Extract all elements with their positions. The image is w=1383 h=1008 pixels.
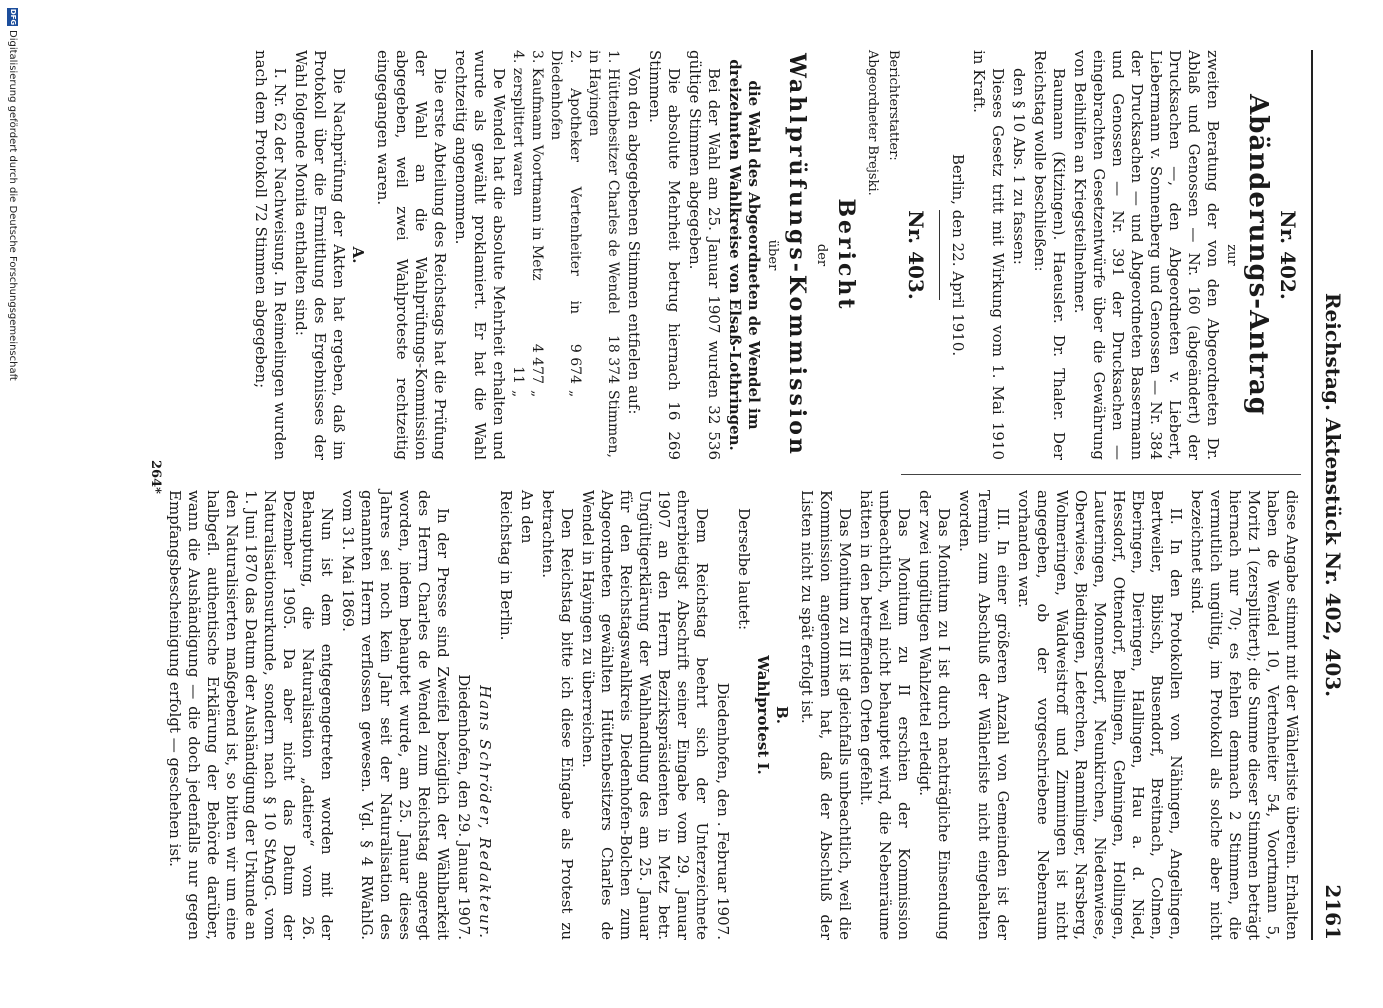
protest-signature: Hans Schröder, Redakteur. <box>476 685 494 940</box>
cont-para-1: diese Angabe stimmt mit der Wählerliste überein. Erhalten haben de Wendel 10, Vertenheiter 54, Voortmann 5, Moritz 1 (zersplittert); die Summe dieser Stimmen beträgt hiernach nur 70; es fehlen demnach 2 Stimmen, die vermutlich ungültig, im Protokoll als solche aber nicht bezeichnet sind. <box>1188 490 1301 940</box>
report-para-5: Die erste Abteilung des Reichstags hat die Prüfung der Wahl an die Wahlprüfungs-Kommission abgegeben, weil zwei Wahlproteste rechtzeitig eingegangen waren. <box>374 50 449 460</box>
cont-para-2: II. In den Protokollen von Nähingen, Angelingen, Bertweiler, Bibisch, Busendorf, Breitnach, Colmen, Eberingen, Dieringen, Hallingen, Hau a. d. Nied, Hessdorf, Ottendorf, Bellingen, Gelmingen, Hollingen, Lauteringen, Monnersdorf, Neunkirchen, Niedenwiese, Oberwiese, Biedingen, Leterchen, Rammlinger, Narsberg, Wolmeringen, Waldweistroff und Zimmingen ist nicht angegeben, ob der vorgeschriebene Nebenraum vorhanden war. <box>1015 490 1185 940</box>
report-title: Bericht <box>833 198 859 312</box>
report-para-4: De Wendel hat die absolute Mehrheit erhalten und wurde als gewählt proklamiert. Er hat die Wahl rechtzeitig angenommen. <box>452 50 508 460</box>
zur-label: zur <box>1224 244 1239 266</box>
protest-letter-1: Dem Reichstag beehrt sich der Unterzeichnete ehrerbietigst Abschrift seiner Eingabe vom 29. Januar 1907 an den Herrn Bezirkspräsidenten in Metz betr. Ungültigerklärung der Wahlhandlung des am 25. Januar für den Reichstagswahlkreis Diedenhofen-Bolchen zum Abgeordneten gewählten Hüttenbesitzers Charles de Wendel in Hayingen zu überreichen. <box>579 490 711 940</box>
vote-row: 3. Kaufmann Voortmann in Metz 4 477 „ <box>529 50 545 398</box>
section-divider <box>939 210 940 300</box>
motion-title: Abänderungs-Antrag <box>1243 94 1273 416</box>
cont-para-6: Das Monitum zu III ist gleichfalls unbeachtlich, weil die Kommission angenommen hat, daß der Abschluß der Listen nicht zu spät erfolgt ist. <box>798 490 854 940</box>
signature-mark: 264* <box>148 460 163 494</box>
document-number-403: Nr. 403. <box>904 210 928 300</box>
report-para-6: Die Nachprüfung der Akten hat ergeben, daß im Protokoll über die Ermittlung des Ergebnisses der Wahl folgende Monita enthalten sind: <box>292 50 348 460</box>
ueber-label: über <box>765 239 780 271</box>
motion-intro: zweiten Beratung der von den Abgeordneten Dr. Ablaß und Genossen — Nr. 160 (abgeändert) der Drucksachen —, den Abgeordneten v. Liebert, Liebermann v. Sonnenberg und Genossen — Nr. 384 der Drucksachen — und Abgeordneten Bassermann und Genossen — Nr. 391 der Drucksachen — eingebrachten Gesetzentwürfe über die Gewährung von Beihilfen an Kriegsteilnehmer. <box>1071 50 1222 460</box>
vote-table <box>508 50 622 460</box>
page-header <box>1311 50 1353 940</box>
reporter-name: Abgeordneter Brejski. <box>865 50 880 196</box>
column-divider <box>901 474 1301 475</box>
section-a-heading: A. <box>349 246 367 264</box>
vote-row: 2. Apotheker Vertenheiter in Diedenhofen 9 674 „ <box>548 50 583 398</box>
reporter-label: Berichterstatter: <box>886 50 901 161</box>
motion-para-1: den § 10 Abs. 1 zu fassen: <box>1010 68 1028 265</box>
protest-intro: Derselbe lautet: <box>735 508 753 631</box>
report-para-7: I. Nr. 62 der Nachweisung. In Reimelingen wurden nach dem Protokoll 72 Stimmen abgegeben; <box>252 50 289 460</box>
right-column <box>163 490 1301 940</box>
page-number: 2161 <box>1321 884 1345 940</box>
vote-row: 1. Hüttenbesitzer Charles de Wendel in Hayingen 18 374 Stimmen, <box>586 50 621 458</box>
protest-letter-2: Den Reichstag bitte ich diese Eingabe als Protest zu betrachten. <box>539 490 576 940</box>
report-para-1: Bei der Wahl am 25. Januar 1907 wurden 32 536 gültige Stimmen abgegeben. <box>686 50 723 460</box>
protest-heading: Wahlprotest I. <box>754 655 772 775</box>
cont-para-3: III. In einer größeren Anzahl von Gemeinden ist der Termin zum Abschluß der Wählerliste nicht eingehalten worden. <box>956 490 1012 940</box>
addressee-line-2: Reichstag in Berlin. <box>497 490 515 641</box>
digitization-credit <box>5 0 21 1008</box>
motion-para-2: Dieses Gesetz tritt mit Wirkung vom 1. Mai 1910 in Kraft. <box>970 50 1007 460</box>
cont-para-5: Das Monitum zu II erschien der Kommission unbeachtlich, weil nicht behauptet wird, die Nebenräume hätten in den betreffenden Orten gefehlt. <box>857 490 913 940</box>
section-b-heading: B. <box>773 706 791 724</box>
der-label: der <box>814 243 829 267</box>
credit-text: Digitalisierung gefördert durch die Deutsche Forschungsgemeinschaft <box>7 30 19 381</box>
left-column <box>249 50 1301 460</box>
report-para-2: Die absolute Mehrheit betrug hiernach 16 269 Stimmen. <box>646 50 683 460</box>
report-para-3: Von den abgegebenen Stimmen entfielen auf: <box>625 68 643 415</box>
protest-place-date: Diedenhofen, den . Februar 1907. <box>714 682 732 940</box>
vote-row: 4. zersplittert waren 11 „ <box>510 50 526 398</box>
motion-signers: Baumann (Kitzingen). Haeusler. Dr. Thaler. Der Reichstag wolle beschließen: <box>1031 50 1068 460</box>
cont-para-4: Das Monitum zu I ist durch nachträgliche Einsendung der zwei ungültigen Wahlzettel erledigt. <box>916 490 953 940</box>
motion-date: Berlin, den 22. April 1910. <box>949 153 967 357</box>
letter-date: Diedenhofen, den 29. Januar 1907. <box>455 674 473 940</box>
commission-name: Wahlprüfungs-Kommission <box>784 53 810 457</box>
document-number-402: Nr. 402. <box>1276 210 1300 300</box>
dfg-logo-icon: DFG <box>9 8 18 26</box>
protest-letter-4: Nun ist dem entgegengetreten worden mit der Behauptung, die Naturalisation „datiere“ vom 26. Dezember 1905. Da aber nicht das Datum der Naturalisationsurkunde, sondern nach § 10 StAngG. vom 1. Juni 1870 das Datum der Aushändigung der Urkunde an den Naturalisierten maßgebend ist, so bitten wir um eine halbgefl. authentische Erklärung der Behörde darüber, wann die Aushändigung — die doch jedenfalls nur gegen Empfangsbescheinigung erfolgt — geschehen ist. <box>166 490 336 940</box>
report-subject: die Wahl des Abgeordneten de Wendel im dreizehnten Wahlkreise von Elsaß-Lothringen. <box>726 59 763 451</box>
addressee-line-1: An den <box>518 490 536 544</box>
protest-letter-3: In der Presse sind Zweifel bezüglich der Wählbarkeit des Herrn Charles de Wendel zum Reichstag angeregt worden, indem behauptet wurde, am 25. Januar dieses Jahres sei noch kein Jahr seit der Naturalisation des genannten Herrn verflossen gewesen. Vgl. § 4 RWahlG. vom 31. Mai 1869. <box>339 490 452 940</box>
header-title: Reichstag. Aktenstück Nr. 402, 403. <box>1321 292 1345 698</box>
